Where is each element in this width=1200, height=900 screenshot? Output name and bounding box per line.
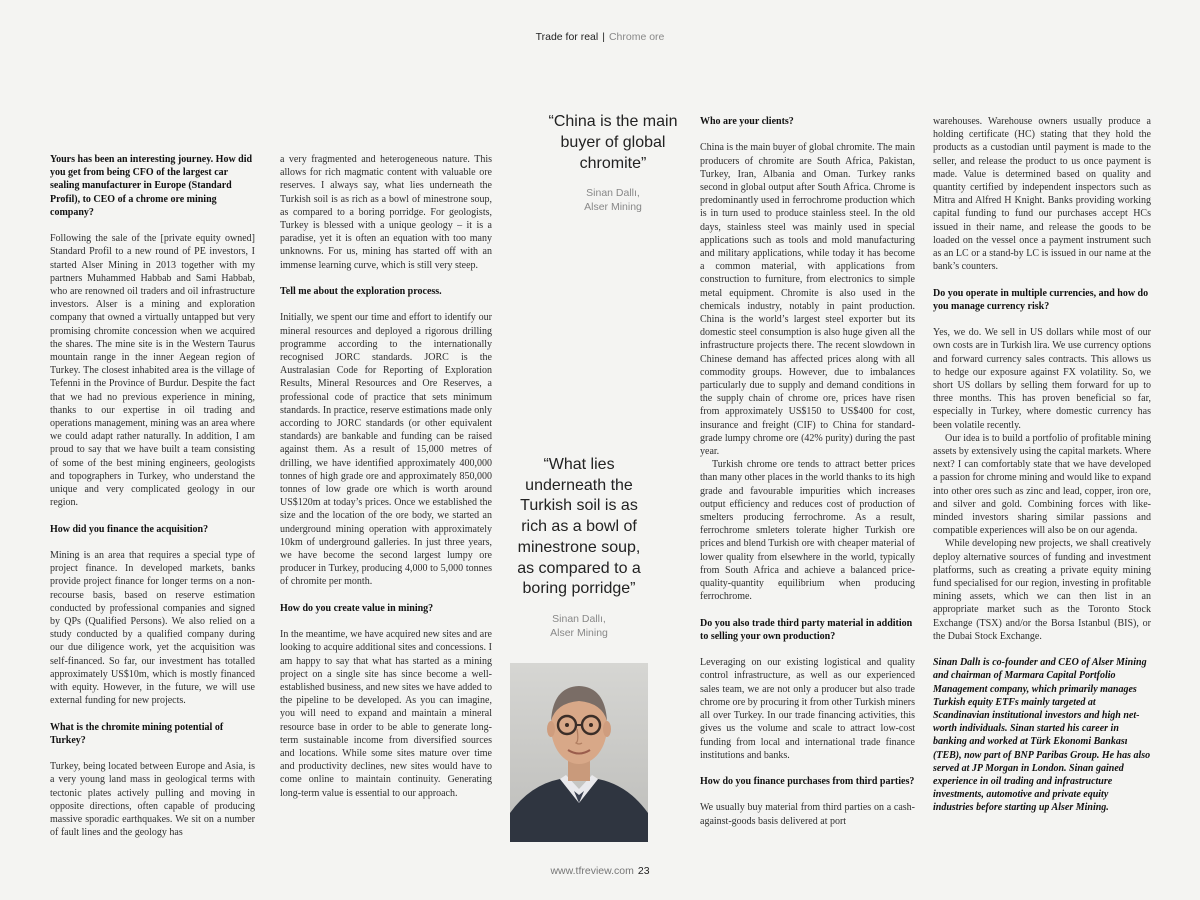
attribution-name: Sinan Dallı, — [586, 187, 640, 199]
pull-quote — [547, 111, 679, 214]
pull-quote-text: “China is the main buyer of global chromite” — [548, 113, 678, 172]
question-heading: Yours has been an interesting journey. How did you get from being CFO of the largest car sealing manufacturer in Europe (Standard Profil), to CEO of a chrome ore mining company? — [50, 154, 253, 218]
portrait-photo — [510, 663, 648, 842]
header-separator: | — [602, 31, 605, 43]
author-bio: Sinan Dallı is co-founder and CEO of Alser Mining and chairman of Marmara Capital Portfolio Management company, which primarily manages Turkish equity ETFs mainly targeted at Scandinavian institutional investors and high net-worth individuals. Sinan started his career in banking and worked at Türk Ekonomi Bankası (TEB), now part of BNP Paribas Group. He has also served at JP Morgan in London. Sinan gained experience in oil trading and infrastructure investments, automotive and private equity industries before starting up Alser Mining. — [933, 657, 1151, 814]
answer-paragraph: Mining is an area that requires a special type of project finance. In developed markets, banks provide project finance for longer terms on a non-recourse basis, based on reserve estimation conducted by professional companies and signed by QPs (Qualified Persons). We also relied on a study conducted by a qualified company during our due diligence work, yet the acquisition was self-financed. So far, our investment has totalled approximately US$10m, which is mostly financed with equity. However, in the future, we will use external funding for new projects. — [50, 550, 255, 707]
article-column-3 — [700, 115, 915, 841]
publication-title: Trade for real — [535, 31, 599, 43]
answer-paragraph: warehouses. Warehouse owners usually produce a holding certificate (HC) stating that they hold the products as a custodian until payment is made to the seller, and release the product to us once payment is made. Value is determined based on quality and quantity certified by independent inspectors such as Mitra and Alfred H Knight. Banks providing working capital funding to fund our purchases accept HCs issued in their name, and release the goods to be loaded on the vessel once a payment instrument such as an LC or a stand-by LC is issued in our name at the bank’s counters. — [933, 116, 1151, 273]
attribution-org: Alser Mining — [550, 626, 608, 639]
attribution-org: Alser Mining — [584, 201, 642, 213]
question-heading: How do you create value in mining? — [280, 602, 434, 614]
answer-paragraph: While developing new projects, we shall creatively deploy alternative sources of funding and investment platforms, such as creating a private equity mining fund specialised for our region, investing in profitable mining assets, which we can then list in an appropriate market such as the Toronto Stock Exchange (TSX) and/or the Borsa Istanbul (BIS), or the Dubai Stock Exchange. — [933, 538, 1151, 642]
article-column-2 — [280, 153, 492, 813]
question-heading: Tell me about the exploration process. — [280, 286, 442, 298]
article-column-4 — [933, 115, 1151, 828]
pull-quote-attribution — [513, 612, 645, 640]
question-heading: How did you finance the acquisition? — [50, 523, 209, 535]
pull-quote-text: “What lies underneath the Turkish soil is as rich as a bowl of minestrone soup, as compared to a boring porridge” — [517, 456, 641, 598]
question-heading: Who are your clients? — [700, 116, 794, 127]
answer-paragraph: Yes, we do. We sell in US dollars while most of our own costs are in Turkish lira. We use currency options and forward currency sales contracts. This allows us to hedge our exposure against FX volatility. So, we short US dollars by selling them forward for up to three months. This has proven beneficial so far, especially in Turkey, where domestic currency has been volatile recently. — [933, 327, 1151, 431]
answer-paragraph: Our idea is to build a portfolio of profitable mining assets by extensively using the capital markets. Where next? I can comfortably state that we have developed a passion for chrome mining and would like to expand into other ores such as zinc and lead, copper, iron ore, and silver and gold. Combining forces with like-minded investors sharing similar passions and compatible experiences will also be on our agenda. — [933, 432, 1152, 537]
answer-paragraph: China is the main buyer of global chromite. The main producers of chromite are South Africa, Pakistan, Turkey, Iran, Albania and Oman. Turkey ranks second in global output after South Africa. Chrome is predominantly used in ferrochrome production which is in turn used to produce stainless steel. In the old days, stainless steel was mainly used in special applications such as tools and mold manufacturing and military applications, while today it has become a common material, with applications from construction to furniture, from electronics to simple metal equipment. Chromite is also used in the chemicals industry, notably in paint production. China is the world’s largest steel exporter but its domestic steel consumption is also huge given all the infrastructure projects there. The recent slowdown in Chinese demand has affected prices along with all commodity groups. However, due to imbalances particularly due to supply and demand conditions in the supply chain of chrome ore, prices have risen from approximately US$150 to US$400 for cost, insurance and freight (CIF) to China for standard-grade lumpy chrome ore (42% purity) during the past year. — [700, 142, 915, 458]
answer-paragraph: Leveraging on our existing logistical and quality control infrastructure, as well as our experienced sales team, we are not only a producer but also trade chrome ore by procuring it from other Turkish miners all over Turkey. In our trade financing activities, this gives us the volume and scale to attract low-cost funding from local and international trade finance institutions and banks. — [700, 657, 915, 761]
answer-paragraph: We usually buy material from third parties on a cash-against-goods basis delivered at port — [700, 802, 915, 827]
question-heading: Do you operate in multiple currencies, and how do you manage currency risk? — [933, 287, 1149, 312]
question-heading: How do you finance purchases from third parties? — [700, 776, 915, 788]
answer-paragraph: a very fragmented and heterogeneous nature. This allows for rich magmatic content with valuable ore reserves. I always say, what lies underneath the Turkish soil is as rich as a bowl of minestrone soup, as compared to a boring porridge. For geologists, Turkey is blessed with a unique geology – it is a paradise, yet it is often an equation with too many unknowns. For us, mining has started off with an immense learning curve, which is still very steep. — [280, 154, 492, 271]
pull-quote-attribution — [547, 186, 679, 214]
answer-paragraph: In the meantime, we have acquired new sites and are looking to acquire additional sites and concessions. I am happy to say that what has started as a mining project on a single site has since become a well-established business, and new sites we have added to the pipeline to be developed. As you can imagine, you will need to expand and maintain a mineral resource base in order to be able to generate long-term sustainable income from diversified sources and locations. While some sites mature over time and productivity declines, new sites would have to come online to maintain continuity. Generating long-term value is essential to our approach. — [280, 629, 492, 799]
answer-paragraph: Following the sale of the [private equity owned] Standard Profil to a new round of PE investors, I started Alser Mining in 2013 together with my partners Muhammed Habbab and Sami Habbab, who are renowned oil traders and oil infrastructure investors. Alser is a mining and exploration company that owned a virtually untapped but very promising chromite concession when we acquired the shares. The mine site is in the Western Taurus mountain range in the inner Aegean region of Turkey. The closest inhabited area is the village of Tefenni in the Province of Burdur. Despite the fact that we had no previous experience in mining, thanks to our expertise in oil trading and operations management, mining was an area where we could adapt rather naturally. In addition, I am proud to say that we have built a team consisting of some of the best mining engineers, geologists and topographers in Turkey, who understand the unique and very complicated geology in our region. — [50, 233, 255, 509]
question-heading: What is the chromite mining potential of Turkey? — [50, 721, 224, 746]
answer-paragraph: Initially, we spent our time and effort to identify our mineral resources and deployed a rigorous drilling programme according to the internationally recognised JORC standards. JORC is the Australasian Code for Reporting of Exploration Results, Mineral Resources and Ore Reserves, a professional code of practice that sets minimum standards. In practice, reserve estimations made only according to JORC standards (or other equivalent standards) are bankable and funding can be raised against them. As a result of 15,000 metres of drilling, we have identified approximately 400,000 tonnes of high grade ore and approximately 850,000 tonnes of low grade ore which is worth around US$120m at today’s prices. Once we established the size and the location of the ore body, we started an underground mining operation with approximately 10km of underground galleries. In just three years, we have become the second largest lumpy ore producer in Turkey, producing 4,000 to 5,000 tonnes of chromite per month. — [280, 312, 492, 588]
answer-paragraph: Turkish chrome ore tends to attract better prices than many other places in the world thanks to its high grade and favourable impurities which increases output efficiency and reduces cost of production of smelters producing ferrochrome. As a result, ferrochrome smleters tolerate higher Turkish ore prices and blend Turkish ore with cheaper material of lower quality from elsewhere in the world, typically from South Africa and achieve a balanced price-quality-quantity equilibrium when producing ferrochrome. — [700, 459, 915, 603]
answer-paragraph: Turkey, being located between Europe and Asia, is a very young land mass in geological terms with tectonic plates actively pulling and moving in opposite directions, often capable of producing massive sporadic earthquakes. We sit on a number of fault lines and the geology has — [50, 761, 255, 839]
article-column-1 — [50, 153, 255, 853]
attribution-name: Sinan Dallı, — [552, 612, 606, 625]
portrait-illustration — [510, 663, 648, 842]
page-header — [0, 31, 1200, 43]
question-heading: Do you also trade third party material in addition to selling your own production? — [700, 617, 913, 642]
pull-quote — [513, 455, 645, 640]
section-name: Chrome ore — [608, 31, 665, 43]
page-footer — [0, 865, 1200, 877]
footer-url: www.tfreview.com — [550, 865, 634, 877]
page-number: 23 — [637, 865, 650, 877]
